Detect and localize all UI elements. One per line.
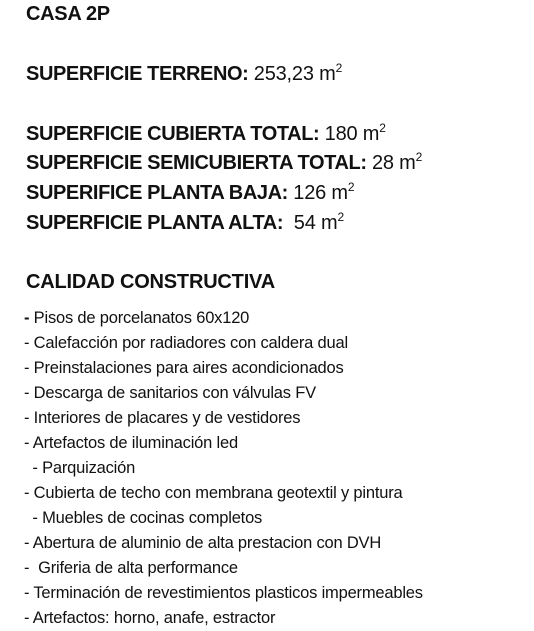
list-item-text: Descarga de sanitarios con válvulas FV bbox=[29, 384, 316, 402]
quality-section-title: CALIDAD CONSTRUCTIVA bbox=[26, 271, 275, 293]
spec-value: 54 m bbox=[283, 212, 338, 234]
spec-value: 28 m bbox=[366, 152, 416, 174]
spec-label: SUPERFICIE CUBIERTA TOTAL: bbox=[26, 123, 320, 145]
unit-superscript: 2 bbox=[347, 180, 355, 194]
list-item bbox=[24, 331, 423, 356]
list-item bbox=[24, 306, 423, 331]
list-item-text: Pisos de porcelanatos 60x120 bbox=[29, 309, 250, 327]
list-item-text: Preinstalaciones para aires acondicionados bbox=[29, 359, 344, 377]
spec-planta-alta bbox=[26, 212, 344, 235]
quality-list bbox=[24, 306, 423, 631]
spec-label: SUPERIFICE PLANTA BAJA: bbox=[26, 182, 288, 204]
unit-superscript: 2 bbox=[335, 61, 343, 75]
list-item-text: Cubierta de techo con membrana geotextil y pintura bbox=[29, 484, 403, 502]
list-item-text: Artefactos: horno, anafe, estractor bbox=[29, 609, 276, 627]
unit-superscript: 2 bbox=[337, 210, 344, 224]
spec-value: 253,23 m bbox=[248, 63, 336, 85]
list-item-text: Parquización bbox=[37, 459, 136, 477]
spec-label: SUPERFICIE TERRENO: bbox=[26, 63, 249, 85]
spec-value: 180 m bbox=[319, 123, 380, 145]
spec-semicubierta-total bbox=[26, 152, 422, 175]
list-dash: - bbox=[24, 609, 30, 627]
list-dash: - bbox=[24, 434, 30, 452]
spec-label: SUPERFICIE SEMICUBIERTA TOTAL: bbox=[26, 152, 367, 174]
spec-label: SUPERFICIE PLANTA ALTA: bbox=[26, 212, 284, 234]
unit-superscript: 2 bbox=[379, 121, 386, 135]
list-item bbox=[24, 381, 423, 406]
list-dash: - bbox=[24, 309, 30, 327]
list-item-text: Abertura de aluminio de alta prestacion con DVH bbox=[29, 534, 382, 552]
spec-terreno bbox=[26, 63, 342, 86]
list-dash: - bbox=[24, 409, 30, 427]
list-dash: - bbox=[24, 534, 30, 552]
list-dash: - bbox=[24, 584, 30, 602]
list-item bbox=[24, 531, 423, 556]
list-item bbox=[24, 606, 423, 631]
list-item bbox=[24, 356, 423, 381]
list-item bbox=[24, 431, 423, 456]
list-item bbox=[24, 481, 423, 506]
list-dash: - bbox=[24, 484, 30, 502]
spec-cubierta-total bbox=[26, 123, 386, 146]
list-item-text: Griferia de alta performance bbox=[29, 559, 238, 577]
list-dash: - bbox=[28, 459, 38, 477]
spec-planta-baja bbox=[26, 182, 354, 205]
list-dash: - bbox=[24, 334, 30, 352]
list-item-text: Artefactos de iluminación led bbox=[29, 434, 238, 452]
list-item bbox=[24, 581, 423, 606]
spec-value: 126 m bbox=[287, 182, 348, 204]
document-title: CASA 2P bbox=[26, 3, 110, 25]
list-dash: - bbox=[24, 359, 30, 377]
unit-superscript: 2 bbox=[415, 150, 423, 164]
list-item-text: Calefacción por radiadores con caldera dual bbox=[29, 334, 348, 352]
list-item-text: Terminación de revestimientos plasticos impermeables bbox=[29, 584, 423, 602]
list-item-text: Muebles de cocinas completos bbox=[37, 509, 263, 527]
list-dash: - bbox=[24, 559, 30, 577]
list-item bbox=[24, 556, 423, 581]
list-item bbox=[24, 506, 423, 531]
list-item-text: Interiores de placares y de vestidores bbox=[29, 409, 301, 427]
list-item bbox=[24, 456, 423, 481]
list-item bbox=[24, 406, 423, 431]
list-dash: - bbox=[28, 509, 38, 527]
list-dash: - bbox=[24, 384, 30, 402]
